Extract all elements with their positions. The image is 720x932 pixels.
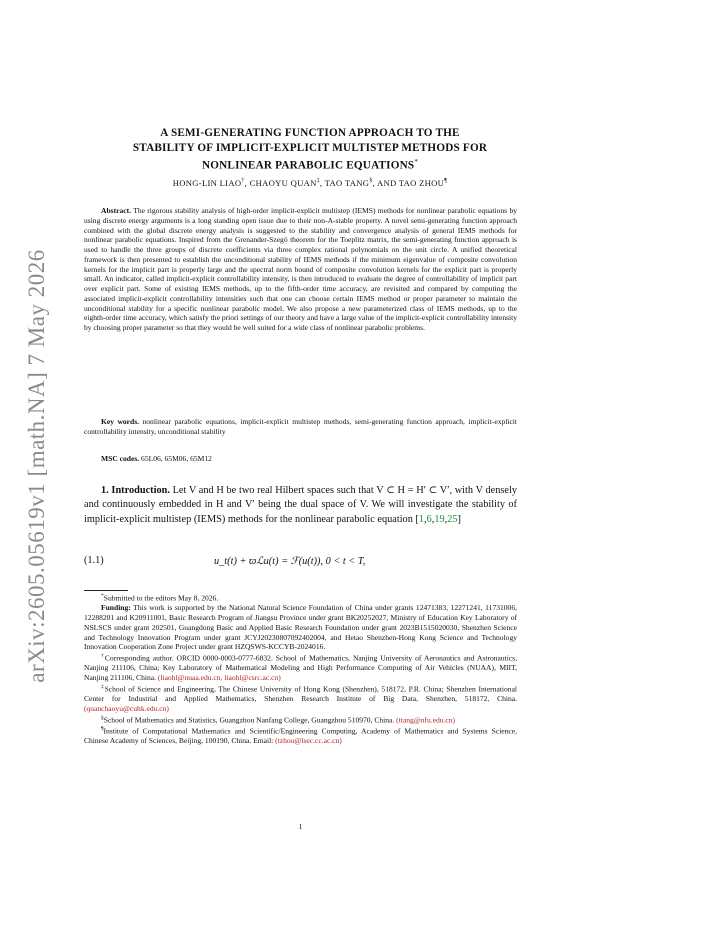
author-zhou: TAO ZHOU bbox=[398, 178, 445, 188]
footnote-funding: Funding: This work is supported by the National Natural Science Foundation of China under grants 12471383, 12271241, 11731006, 12288201 and K20911001, Basic Research Program of Jiangsu Province under grant BK20252027, Ministry of Education Key Laboratory of NSLSCS under grant 202501, Guangdong Basic and Applied Basic Research Foundation under grant 2023B1515020030, Shenzhen Science and Technology Innovation Program under grant JCYJ20230807092402004, and Hetao Shenzhen-Hong Kong Science and Technology Innovation Cooperation Zone Project under grant HZQSWS-KCCYB-2024016. bbox=[84, 603, 517, 652]
msc-text: 65L06, 65M06, 65M12 bbox=[141, 454, 212, 463]
author-tang: TAO TANG bbox=[324, 178, 370, 188]
citation-link[interactable]: 25 bbox=[447, 513, 458, 525]
email-link[interactable]: (tzhou@lsec.cc.ac.cn) bbox=[275, 736, 342, 746]
equation-body: u_t(t) + ϖℒu(t) = ℱ(u(t)), 0 < t < T, bbox=[214, 556, 366, 567]
abstract-text: The rigorous stability analysis of high-order implicit-explicit multistep (IEMS) methods for nonlinear parabolic equations by using discrete energy arguments is a long standing open issue due to their non-A-stable property. A novel semi-generating function approach combined with the global discrete energy analysis is suggested to the stability and convergence analysis of general IEMS methods for nonlinear parabolic equations. Inspired from the Grenander-Szegö theorem for the Toeplitz matrix, the semi-generating function approach is used to handle the three groups of discrete coefficients via three complex rational polynomials on the unit circle. A unified theoretical framework is then presented to establish the unconditional stability of IEMS methods if the minimum eigenvalue of composite convolution kernels for the implicit part is properly large and the spectral norm bound of composite convolution kernels for the explicit part is properly small. An indicator, called implicit-explicit controllability intensity, is then introduced to evaluate the degree of controllability of implicit part over explicit part. Some of existing IEMS methods, up to the fifth-order time accuracy, are revisited and compared by computing the associated implicit-explicit controllability intensities such that one can choose certain IEMS method or proper parameter to maintain the unconditional stability for a specific nonlinear parabolic model. We also propose a new parameterized class of IEMS methods, up to the eighth-order time accuracy, which satisfy the priori settings of our theory and have a large value of the implicit-explicit controllability intensity by choosing proper parameter so that they would be well suited for a wide class of nonlinear parabolic problems. bbox=[84, 206, 517, 332]
section-heading: 1. Introduction. bbox=[101, 485, 170, 496]
title-footnote-mark: * bbox=[414, 158, 419, 166]
footnote-rule bbox=[84, 590, 128, 591]
intro-text: Let V and H be two real Hilbert spaces such that V ⊂ H = H′ ⊂ V′, with V densely and continuously embedded in H and V′ being the dual space of V. We will investigate the stability of implicit-explicit multistep (IEMS) methods for the nonlinear parabolic equation [ bbox=[84, 485, 517, 525]
footnote-quan: ‡School of Science and Engineering, The Chinese University of Hong Kong (Shenzhen), 518172, P.R. China; Shenzhen International Center for Industrial and Applied Mathematics, Shenzhen Research Institute of Big Data, Shenzhen, 518172, China. (quanchaoyu@cuhk.edu.cn) bbox=[84, 683, 518, 713]
paper-title bbox=[84, 126, 536, 173]
introduction-section: 1. Introduction. Let V and H be two real Hilbert spaces such that V ⊂ H = H′ ⊂ V′, with V densely and continuously embedded in H and V′ being the dual space of V. We will investigate the stability of implicit-explicit multistep (IEMS) methods for the nonlinear parabolic equation [1,6,19,25] bbox=[84, 485, 517, 525]
author-quan: CHAOYU QUAN bbox=[249, 178, 317, 188]
keywords-label: Key words. bbox=[101, 417, 140, 426]
arxiv-stamp-text: arXiv:2605.05619v1 [math.NA] 7 May 2026 bbox=[24, 249, 49, 683]
keywords-text: nonlinear parabolic equations, implicit-explicit multistep methods, semi-generating function approach, implicit-explicit controllability intensity, unconditional stability bbox=[84, 417, 517, 436]
title-line-3: NONLINEAR PARABOLIC EQUATIONS* bbox=[201, 158, 419, 172]
author-liao: HONG-LIN LIAO bbox=[172, 178, 242, 188]
msc-codes bbox=[84, 454, 517, 464]
abstract bbox=[84, 206, 517, 333]
footnote-zhou: ¶Institute of Computational Mathematics and Scientific/Engineering Computing, Academy of Mathematics and Systems Science, Chinese Academy of Sciences, Beijing, 100190, China. Email: (tzhou@lsec.cc.ac.cn) bbox=[84, 725, 517, 746]
footnote-submitted: *Submitted to the editors May 8, 2026. bbox=[101, 593, 219, 603]
equation-1-1 bbox=[84, 555, 517, 569]
email-link[interactable]: (ttang@nfu.edu.cn) bbox=[396, 715, 456, 725]
footnote-tang: §School of Mathematics and Statistics, Guangzhou Nanfang College, Guangzhou 510970, China. (ttang@nfu.edu.cn) bbox=[101, 714, 456, 725]
citation-link[interactable]: 6 bbox=[426, 513, 432, 525]
footnotes bbox=[84, 592, 517, 746]
email-link[interactable]: (liaohl@nuaa.edu.cn, liaohl@csrc.ac.cn) bbox=[157, 673, 281, 683]
keywords bbox=[84, 417, 517, 437]
page-number: 1 bbox=[298, 822, 303, 831]
email-link[interactable]: (quanchaoyu@cuhk.edu.cn) bbox=[84, 703, 169, 713]
abstract-label: Abstract. bbox=[101, 206, 131, 215]
footnote-liao: †Corresponding author. ORCID 0000-0003-0777-6832. School of Mathematics, Nanjing University of Aeronautics and Astronautics, Nanjing 211106, China; Key Laboratory of Mathematical Modeling and High Performance Computing of Air Vehicles (NUAA), MIIT, Nanjing 211106, China. (liaohl@nuaa.edu.cn, liaohl@csrc.ac.cn) bbox=[84, 653, 518, 683]
title-line-1: A SEMI-GENERATING FUNCTION APPROACH TO THE bbox=[160, 127, 460, 139]
title-line-2: STABILITY OF IMPLICIT-EXPLICIT MULTISTEP METHODS FOR bbox=[132, 141, 488, 154]
equation-number: (1.1) bbox=[84, 555, 104, 566]
citation-link[interactable]: 19 bbox=[434, 513, 445, 525]
author-list: HONG-LIN LIAO†, CHAOYU QUAN‡, TAO TANG§, AND TAO ZHOU¶ bbox=[172, 178, 448, 188]
citation-link[interactable]: 1 bbox=[418, 513, 425, 525]
arxiv-stamp bbox=[20, 246, 54, 686]
msc-label: MSC codes. bbox=[101, 454, 140, 463]
